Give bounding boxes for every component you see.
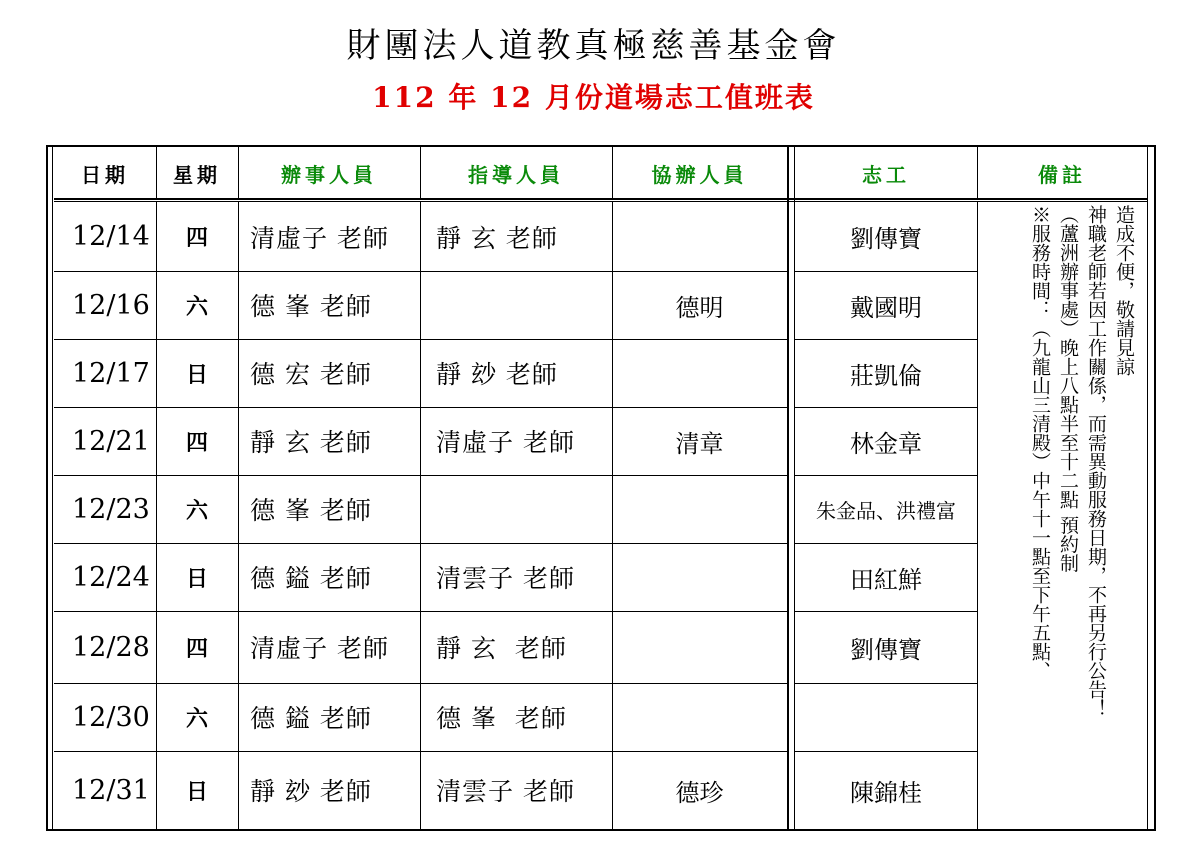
cell-volunteer [795, 683, 977, 751]
cell-volunteer: 林金章 [850, 429, 922, 458]
remarks-line-2: 神職老師若因工作關係，而需異動服務日期，不再另行公告！ [1085, 205, 1107, 718]
cell-officiant: 清虛子 老師 [250, 223, 389, 253]
cell-volunteer: 莊凱倫 [850, 361, 922, 390]
cell-date: 12/21 [72, 425, 150, 457]
remarks-line-4: ※服務時間：（九龍山三清殿）中午十一點至下午五點、 [1029, 205, 1051, 680]
cell-instructor [420, 271, 612, 339]
table-divider-middle [787, 145, 789, 831]
duty-roster-table [46, 145, 1156, 831]
col-header-assistant: 協辦人員 [651, 162, 748, 187]
org-title: 財團法人道教真極慈善基金會 [346, 26, 841, 66]
cell-instructor: 靜 玅 老師 [436, 360, 558, 389]
cell-weekday: 四 [185, 635, 208, 662]
remarks-line-1: 造成不便，敬請見諒 [1113, 205, 1135, 376]
cell-volunteer: 朱金品、洪禮富 [816, 498, 956, 523]
cell-assistant [612, 475, 787, 543]
cell-officiant: 德 鎰 老師 [250, 564, 372, 593]
cell-volunteer: 田紅鮮 [850, 565, 922, 594]
cell-weekday: 日 [185, 565, 208, 592]
cell-weekday: 四 [185, 225, 208, 251]
cell-weekday: 四 [185, 429, 208, 456]
cell-officiant: 德 峯 老師 [250, 496, 372, 525]
col-header-volunteer: 志工 [862, 162, 910, 187]
col-header-weekday: 星期 [173, 162, 221, 187]
cell-date: 12/16 [72, 289, 150, 321]
cell-date: 12/14 [72, 221, 150, 252]
cell-date: 12/30 [72, 701, 150, 733]
schedule-title: 112 年 12 月份道場志工值班表 [372, 81, 815, 114]
cell-assistant [612, 611, 787, 683]
table-border-bottom [46, 829, 1156, 831]
cell-officiant: 德 宏 老師 [250, 360, 372, 389]
cell-date: 12/17 [72, 357, 150, 389]
cell-instructor: 靜 玄 老師 [436, 634, 567, 663]
table-border-right-inner [1147, 145, 1148, 831]
table-border-right [1154, 145, 1156, 831]
cell-date: 12/31 [72, 774, 150, 806]
cell-officiant: 德 峯 老師 [250, 292, 372, 321]
cell-assistant [612, 202, 787, 271]
col-header-remarks: 備註 [1038, 162, 1086, 187]
cell-assistant [612, 683, 787, 751]
remarks-note [988, 205, 1138, 825]
cell-instructor [420, 475, 612, 543]
cell-instructor: 靜 玄 老師 [436, 223, 558, 253]
cell-volunteer: 戴國明 [850, 293, 922, 322]
cell-assistant [612, 339, 787, 407]
cell-volunteer: 陳錦桂 [850, 778, 922, 807]
cell-officiant: 清虛子 老師 [250, 634, 389, 663]
cell-officiant: 靜 玄 老師 [250, 428, 372, 457]
table-border-left [46, 145, 48, 831]
cell-assistant: 清章 [675, 429, 724, 458]
cell-assistant: 德珍 [675, 778, 724, 807]
cell-instructor: 清雲子 老師 [436, 564, 575, 593]
cell-officiant: 德 鎰 老師 [250, 704, 372, 733]
cell-date: 12/24 [72, 561, 150, 593]
cell-date: 12/28 [72, 631, 150, 663]
cell-assistant [612, 543, 787, 611]
col-header-date: 日期 [81, 162, 129, 187]
cell-instructor: 德 峯 老師 [436, 704, 567, 733]
cell-volunteer: 劉傳寶 [850, 635, 922, 664]
cell-weekday: 六 [185, 705, 208, 732]
cell-weekday: 六 [185, 497, 208, 524]
cell-weekday: 六 [185, 293, 208, 320]
cell-officiant: 靜 玅 老師 [250, 777, 372, 806]
cell-instructor: 清虛子 老師 [436, 428, 575, 457]
cell-weekday: 日 [185, 778, 208, 805]
col-header-instructor: 指導人員 [468, 162, 564, 187]
cell-weekday: 日 [185, 361, 208, 388]
cell-assistant: 德明 [675, 293, 724, 322]
col-header-officiant: 辦事人員 [281, 162, 377, 187]
table-border-left-inner [52, 145, 53, 831]
cell-volunteer: 劉傳寶 [850, 225, 922, 253]
remarks-line-3: （蘆洲辦事處）晚上八點半至十二點 預約制 [1057, 205, 1079, 573]
cell-instructor: 清雲子 老師 [436, 777, 575, 806]
cell-date: 12/23 [72, 493, 150, 525]
